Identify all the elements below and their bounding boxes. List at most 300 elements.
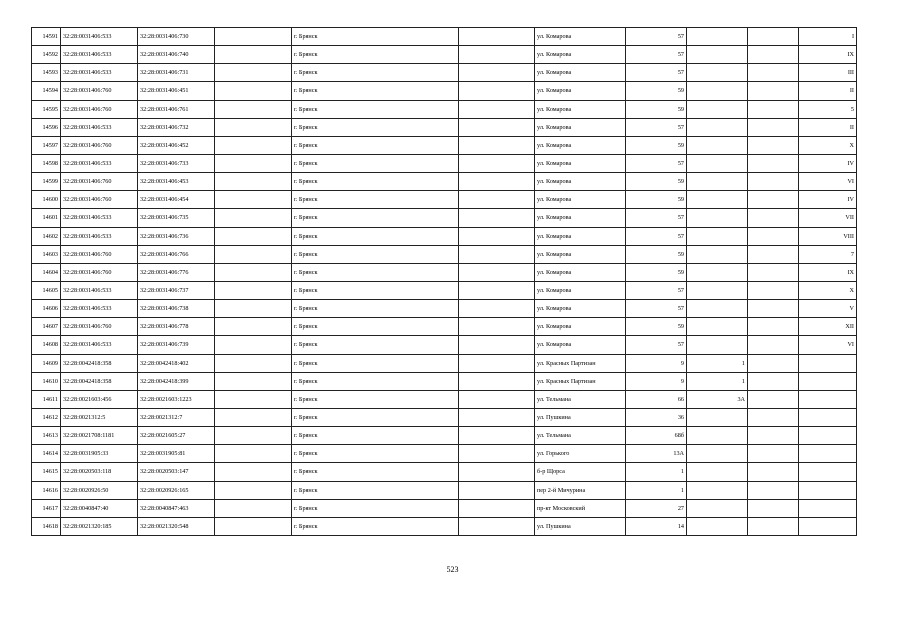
empty-cell (748, 517, 799, 535)
house-number-cell: 59 (626, 191, 687, 209)
apartment-cell: II (799, 82, 857, 100)
table-row (32, 463, 857, 481)
city-cell: г. Брянск (292, 445, 459, 463)
table-row (32, 245, 857, 263)
row-number-cell: 14600 (32, 191, 61, 209)
table-row (32, 300, 857, 318)
city-cell: г. Брянск (292, 245, 459, 263)
table-row (32, 136, 857, 154)
parent-cadastral-cell: 32:28:0021603:456 (61, 390, 138, 408)
empty-cell (459, 82, 535, 100)
house-number-cell: 59 (626, 82, 687, 100)
row-number-cell: 14594 (32, 82, 61, 100)
apartment-cell (799, 517, 857, 535)
table-row (32, 499, 857, 517)
apartment-cell (799, 354, 857, 372)
cadastral-number-cell: 32:28:0020926:165 (138, 481, 215, 499)
empty-cell (459, 445, 535, 463)
parent-cadastral-cell: 32:28:0021708:1181 (61, 427, 138, 445)
empty-cell (748, 209, 799, 227)
empty-cell (459, 408, 535, 426)
city-cell: г. Брянск (292, 136, 459, 154)
empty-cell (748, 28, 799, 46)
cadastral-number-cell: 32:28:0021320:548 (138, 517, 215, 535)
cadastral-number-cell: 32:28:0021312:7 (138, 408, 215, 426)
empty-cell (748, 100, 799, 118)
empty-cell (459, 300, 535, 318)
city-cell: г. Брянск (292, 408, 459, 426)
house-number-cell: 1 (626, 481, 687, 499)
apartment-cell (799, 463, 857, 481)
empty-cell (459, 390, 535, 408)
cadastral-number-cell: 32:28:0040847:463 (138, 499, 215, 517)
cadastral-number-cell: 32:28:0031406:761 (138, 100, 215, 118)
empty-cell (215, 46, 292, 64)
apartment-cell: X (799, 281, 857, 299)
house-number-cell: 59 (626, 318, 687, 336)
empty-cell (459, 281, 535, 299)
table-row (32, 372, 857, 390)
empty-cell (748, 136, 799, 154)
table-body (32, 28, 857, 536)
empty-cell (748, 227, 799, 245)
city-cell: г. Брянск (292, 390, 459, 408)
apartment-cell (799, 390, 857, 408)
house-number-cell: 36 (626, 408, 687, 426)
house-number-cell: 59 (626, 263, 687, 281)
building-cell (687, 227, 748, 245)
empty-cell (215, 336, 292, 354)
table-row (32, 408, 857, 426)
city-cell: г. Брянск (292, 191, 459, 209)
records-table (31, 27, 857, 536)
building-cell (687, 481, 748, 499)
parent-cadastral-cell: 32:28:0031406:533 (61, 118, 138, 136)
street-cell: ул. Пушкина (535, 408, 626, 426)
house-number-cell: 57 (626, 28, 687, 46)
table-row (32, 390, 857, 408)
city-cell: г. Брянск (292, 463, 459, 481)
empty-cell (748, 354, 799, 372)
empty-cell (459, 227, 535, 245)
cadastral-number-cell: 32:28:0020503:147 (138, 463, 215, 481)
empty-cell (748, 46, 799, 64)
building-cell (687, 191, 748, 209)
house-number-cell: 57 (626, 118, 687, 136)
row-number-cell: 14593 (32, 64, 61, 82)
empty-cell (748, 173, 799, 191)
house-number-cell: 9 (626, 354, 687, 372)
city-cell: г. Брянск (292, 118, 459, 136)
house-number-cell: 59 (626, 173, 687, 191)
apartment-cell (799, 499, 857, 517)
parent-cadastral-cell: 32:28:0031406:760 (61, 191, 138, 209)
building-cell (687, 100, 748, 118)
street-cell: ул. Комарова (535, 245, 626, 263)
empty-cell (748, 499, 799, 517)
house-number-cell: 57 (626, 281, 687, 299)
row-number-cell: 14605 (32, 281, 61, 299)
street-cell: ул. Комарова (535, 191, 626, 209)
street-cell: ул. Комарова (535, 64, 626, 82)
building-cell (687, 318, 748, 336)
building-cell (687, 445, 748, 463)
parent-cadastral-cell: 32:28:0031406:533 (61, 209, 138, 227)
cadastral-number-cell: 32:28:0031406:737 (138, 281, 215, 299)
table-row (32, 336, 857, 354)
empty-cell (459, 154, 535, 172)
street-cell: пр-кт Московский (535, 499, 626, 517)
empty-cell (748, 118, 799, 136)
apartment-cell (799, 445, 857, 463)
empty-cell (748, 372, 799, 390)
empty-cell (459, 64, 535, 82)
row-number-cell: 14606 (32, 300, 61, 318)
building-cell: 1 (687, 372, 748, 390)
empty-cell (215, 245, 292, 263)
street-cell: ул. Красных Партизан (535, 372, 626, 390)
building-cell: 3А (687, 390, 748, 408)
building-cell (687, 209, 748, 227)
street-cell: ул. Комарова (535, 82, 626, 100)
cadastral-number-cell: 32:28:0042418:399 (138, 372, 215, 390)
empty-cell (748, 154, 799, 172)
city-cell: г. Брянск (292, 263, 459, 281)
table-row (32, 154, 857, 172)
cadastral-number-cell: 32:28:0031406:766 (138, 245, 215, 263)
empty-cell (459, 136, 535, 154)
cadastral-number-cell: 32:28:0031406:732 (138, 118, 215, 136)
table-row (32, 100, 857, 118)
house-number-cell: 57 (626, 227, 687, 245)
empty-cell (215, 136, 292, 154)
apartment-cell (799, 481, 857, 499)
parent-cadastral-cell: 32:28:0020503:118 (61, 463, 138, 481)
street-cell: ул. Комарова (535, 173, 626, 191)
empty-cell (215, 263, 292, 281)
parent-cadastral-cell: 32:28:0031406:533 (61, 227, 138, 245)
street-cell: ул. Комарова (535, 46, 626, 64)
cadastral-number-cell: 32:28:0031406:739 (138, 336, 215, 354)
table-row (32, 445, 857, 463)
empty-cell (215, 300, 292, 318)
city-cell: г. Брянск (292, 28, 459, 46)
house-number-cell: 57 (626, 209, 687, 227)
table-row (32, 263, 857, 281)
empty-cell (748, 427, 799, 445)
parent-cadastral-cell: 32:28:0031406:760 (61, 318, 138, 336)
page-number: 523 (446, 565, 459, 574)
empty-cell (748, 300, 799, 318)
table-row (32, 354, 857, 372)
street-cell: ул. Комарова (535, 28, 626, 46)
row-number-cell: 14595 (32, 100, 61, 118)
house-number-cell: 59 (626, 100, 687, 118)
apartment-cell: 5 (799, 100, 857, 118)
empty-cell (748, 263, 799, 281)
building-cell (687, 64, 748, 82)
cadastral-number-cell: 32:28:0031406:731 (138, 64, 215, 82)
empty-cell (215, 28, 292, 46)
parent-cadastral-cell: 32:28:0031406:533 (61, 300, 138, 318)
apartment-cell: IX (799, 263, 857, 281)
building-cell (687, 463, 748, 481)
building-cell (687, 173, 748, 191)
cadastral-number-cell: 32:28:0031905:81 (138, 445, 215, 463)
empty-cell (215, 173, 292, 191)
city-cell: г. Брянск (292, 300, 459, 318)
row-number-cell: 14615 (32, 463, 61, 481)
row-number-cell: 14591 (32, 28, 61, 46)
empty-cell (459, 517, 535, 535)
empty-cell (215, 481, 292, 499)
empty-cell (459, 481, 535, 499)
cadastral-number-cell: 32:28:0031406:738 (138, 300, 215, 318)
building-cell (687, 245, 748, 263)
apartment-cell (799, 372, 857, 390)
apartment-cell: X (799, 136, 857, 154)
house-number-cell: 57 (626, 64, 687, 82)
empty-cell (748, 390, 799, 408)
city-cell: г. Брянск (292, 372, 459, 390)
cadastral-number-cell: 32:28:0042418:402 (138, 354, 215, 372)
parent-cadastral-cell: 32:28:0031905:33 (61, 445, 138, 463)
cadastral-number-cell: 32:28:0031406:736 (138, 227, 215, 245)
street-cell: ул. Комарова (535, 154, 626, 172)
row-number-cell: 14612 (32, 408, 61, 426)
street-cell: ул. Комарова (535, 318, 626, 336)
row-number-cell: 14592 (32, 46, 61, 64)
building-cell (687, 118, 748, 136)
apartment-cell: III (799, 64, 857, 82)
empty-cell (215, 445, 292, 463)
building-cell (687, 408, 748, 426)
cadastral-number-cell: 32:28:0031406:453 (138, 173, 215, 191)
cadastral-number-cell: 32:28:0021605:27 (138, 427, 215, 445)
empty-cell (748, 463, 799, 481)
empty-cell (459, 46, 535, 64)
house-number-cell: 14 (626, 517, 687, 535)
empty-cell (215, 372, 292, 390)
parent-cadastral-cell: 32:28:0021312:5 (61, 408, 138, 426)
parent-cadastral-cell: 32:28:0031406:533 (61, 28, 138, 46)
city-cell: г. Брянск (292, 427, 459, 445)
row-number-cell: 14599 (32, 173, 61, 191)
parent-cadastral-cell: 32:28:0031406:533 (61, 64, 138, 82)
parent-cadastral-cell: 32:28:0042418:358 (61, 354, 138, 372)
empty-cell (748, 445, 799, 463)
street-cell: ул. Комарова (535, 209, 626, 227)
empty-cell (459, 372, 535, 390)
house-number-cell: 13А (626, 445, 687, 463)
parent-cadastral-cell: 32:28:0031406:760 (61, 82, 138, 100)
parent-cadastral-cell: 32:28:0042418:358 (61, 372, 138, 390)
parent-cadastral-cell: 32:28:0021320:185 (61, 517, 138, 535)
empty-cell (748, 318, 799, 336)
row-number-cell: 14618 (32, 517, 61, 535)
table-row (32, 64, 857, 82)
building-cell (687, 46, 748, 64)
street-cell: ул. Горького (535, 445, 626, 463)
empty-cell (459, 318, 535, 336)
row-number-cell: 14607 (32, 318, 61, 336)
city-cell: г. Брянск (292, 281, 459, 299)
street-cell: ул. Комарова (535, 336, 626, 354)
parent-cadastral-cell: 32:28:0031406:533 (61, 154, 138, 172)
empty-cell (748, 191, 799, 209)
house-number-cell: 57 (626, 300, 687, 318)
apartment-cell: IV (799, 154, 857, 172)
table-row (32, 227, 857, 245)
empty-cell (459, 427, 535, 445)
city-cell: г. Брянск (292, 336, 459, 354)
table-row (32, 28, 857, 46)
table-row (32, 481, 857, 499)
building-cell (687, 136, 748, 154)
empty-cell (215, 281, 292, 299)
house-number-cell: 27 (626, 499, 687, 517)
empty-cell (748, 408, 799, 426)
street-cell: ул. Комарова (535, 100, 626, 118)
house-number-cell: 59 (626, 136, 687, 154)
table-row (32, 281, 857, 299)
empty-cell (459, 463, 535, 481)
apartment-cell: IV (799, 191, 857, 209)
apartment-cell: VI (799, 173, 857, 191)
building-cell (687, 517, 748, 535)
house-number-cell: 1 (626, 463, 687, 481)
empty-cell (215, 64, 292, 82)
apartment-cell: VII (799, 209, 857, 227)
building-cell (687, 499, 748, 517)
empty-cell (215, 82, 292, 100)
empty-cell (748, 481, 799, 499)
row-number-cell: 14611 (32, 390, 61, 408)
parent-cadastral-cell: 32:28:0031406:533 (61, 336, 138, 354)
apartment-cell: V (799, 300, 857, 318)
street-cell: ул. Красных Партизан (535, 354, 626, 372)
empty-cell (215, 227, 292, 245)
row-number-cell: 14602 (32, 227, 61, 245)
house-number-cell: 68б (626, 427, 687, 445)
cadastral-number-cell: 32:28:0031406:730 (138, 28, 215, 46)
empty-cell (215, 463, 292, 481)
city-cell: г. Брянск (292, 318, 459, 336)
apartment-cell: 7 (799, 245, 857, 263)
empty-cell (748, 245, 799, 263)
empty-cell (459, 245, 535, 263)
row-number-cell: 14617 (32, 499, 61, 517)
city-cell: г. Брянск (292, 481, 459, 499)
city-cell: г. Брянск (292, 64, 459, 82)
empty-cell (459, 499, 535, 517)
empty-cell (459, 100, 535, 118)
empty-cell (215, 209, 292, 227)
apartment-cell (799, 427, 857, 445)
empty-cell (459, 336, 535, 354)
row-number-cell: 14604 (32, 263, 61, 281)
empty-cell (215, 100, 292, 118)
row-number-cell: 14596 (32, 118, 61, 136)
row-number-cell: 14597 (32, 136, 61, 154)
table-row (32, 46, 857, 64)
table-row (32, 517, 857, 535)
apartment-cell: VI (799, 336, 857, 354)
cadastral-number-cell: 32:28:0031406:776 (138, 263, 215, 281)
empty-cell (215, 427, 292, 445)
building-cell (687, 336, 748, 354)
cadastral-number-cell: 32:28:0031406:454 (138, 191, 215, 209)
city-cell: г. Брянск (292, 499, 459, 517)
parent-cadastral-cell: 32:28:0031406:760 (61, 245, 138, 263)
empty-cell (459, 118, 535, 136)
empty-cell (215, 517, 292, 535)
house-number-cell: 9 (626, 372, 687, 390)
empty-cell (459, 263, 535, 281)
apartment-cell: II (799, 118, 857, 136)
city-cell: г. Брянск (292, 173, 459, 191)
street-cell: ул. Комарова (535, 118, 626, 136)
empty-cell (748, 82, 799, 100)
empty-cell (215, 318, 292, 336)
street-cell: ул. Комарова (535, 281, 626, 299)
table-row (32, 427, 857, 445)
empty-cell (215, 354, 292, 372)
empty-cell (215, 154, 292, 172)
street-cell: б-р Щорса (535, 463, 626, 481)
row-number-cell: 14603 (32, 245, 61, 263)
empty-cell (215, 408, 292, 426)
building-cell (687, 82, 748, 100)
house-number-cell: 57 (626, 154, 687, 172)
row-number-cell: 14598 (32, 154, 61, 172)
empty-cell (459, 191, 535, 209)
cadastral-number-cell: 32:28:0031406:778 (138, 318, 215, 336)
apartment-cell: VIII (799, 227, 857, 245)
city-cell: г. Брянск (292, 227, 459, 245)
parent-cadastral-cell: 32:28:0031406:760 (61, 263, 138, 281)
street-cell: ул. Комарова (535, 263, 626, 281)
building-cell (687, 300, 748, 318)
empty-cell (459, 209, 535, 227)
empty-cell (748, 64, 799, 82)
building-cell (687, 263, 748, 281)
city-cell: г. Брянск (292, 82, 459, 100)
apartment-cell (799, 408, 857, 426)
building-cell (687, 154, 748, 172)
table-row (32, 318, 857, 336)
empty-cell (215, 390, 292, 408)
empty-cell (459, 354, 535, 372)
cadastral-number-cell: 32:28:0021603:1223 (138, 390, 215, 408)
street-cell: ул. Комарова (535, 136, 626, 154)
street-cell: ул. Комарова (535, 300, 626, 318)
cadastral-number-cell: 32:28:0031406:451 (138, 82, 215, 100)
building-cell (687, 281, 748, 299)
parent-cadastral-cell: 32:28:0040847:40 (61, 499, 138, 517)
cadastral-number-cell: 32:28:0031406:735 (138, 209, 215, 227)
empty-cell (215, 118, 292, 136)
street-cell: ул. Комарова (535, 227, 626, 245)
street-cell: ул. Тельмана (535, 427, 626, 445)
city-cell: г. Брянск (292, 517, 459, 535)
street-cell: пер 2-й Мичурина (535, 481, 626, 499)
building-cell (687, 427, 748, 445)
cadastral-number-cell: 32:28:0031406:740 (138, 46, 215, 64)
city-cell: г. Брянск (292, 209, 459, 227)
empty-cell (459, 173, 535, 191)
apartment-cell: IX (799, 46, 857, 64)
